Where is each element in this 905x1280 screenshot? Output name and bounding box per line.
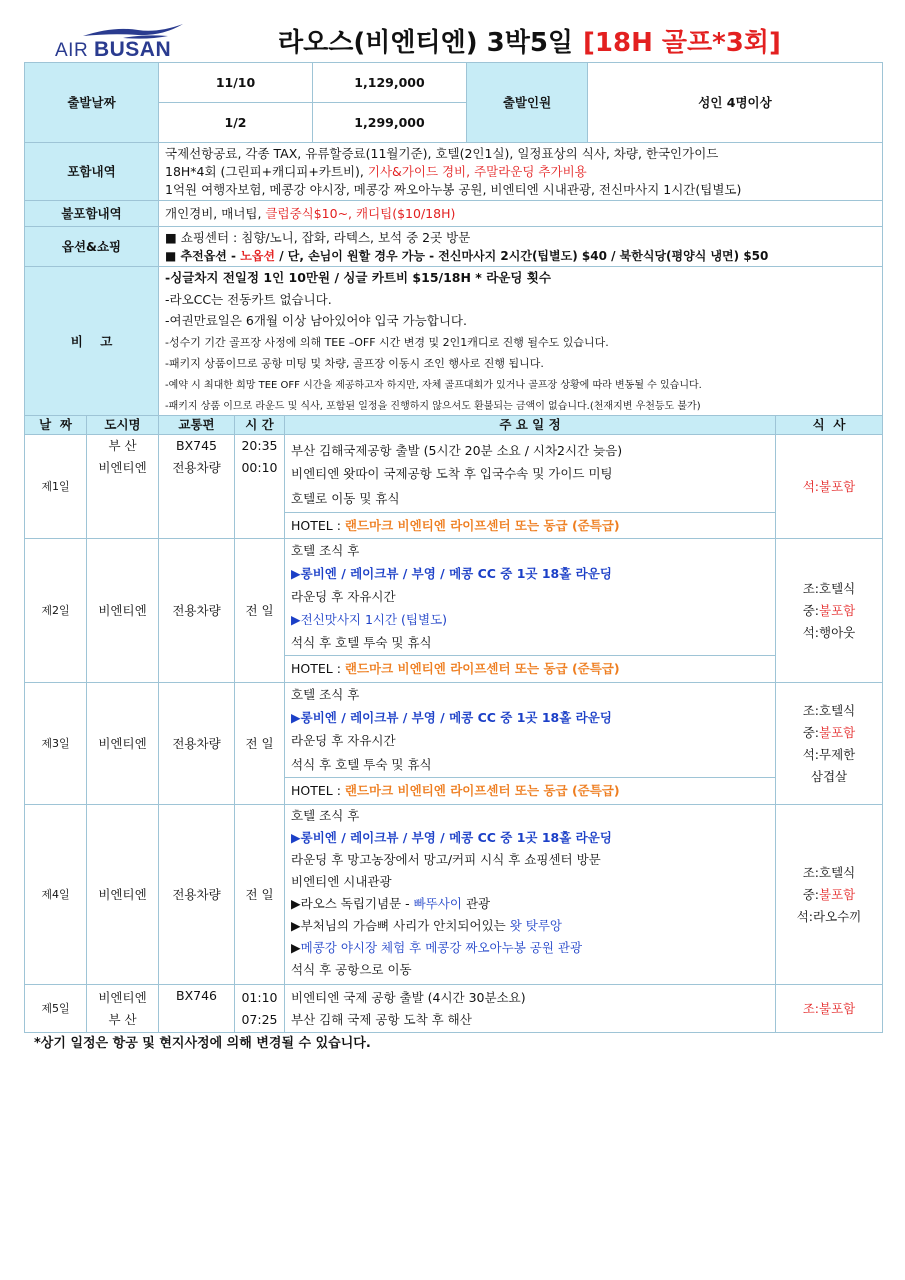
options-line: ■ 추전옵션 - 노옵션 / 단, 손님이 원할 경우 가능 - 전신마사지 2시간(팁별도) $40 / 북한식당(평양식 냉면) $50: [165, 248, 769, 263]
city-cell: 비엔티엔: [87, 539, 159, 683]
schedule-line: 석식 후 공항으로 이동: [291, 962, 412, 977]
schedule-line: 라운딩 후 망고농장에서 망고/커피 시식 후 쇼핑센터 방문: [291, 852, 601, 867]
schedule-line: 석식 후 호텔 투숙 및 휴식: [291, 635, 432, 650]
schedule-line: 호텔 조식 후: [291, 687, 360, 702]
date-cell: 11/10: [159, 63, 313, 103]
schedule-cell: [285, 985, 776, 1033]
time-cell: 전 일: [235, 539, 285, 683]
page-title: 라오스(비엔티엔) 3박5일 [18H 골프*3회]: [278, 28, 781, 58]
meal-cell: 조:호텔식 중:불포함 석:행아웃: [776, 539, 883, 683]
city-cell: 비엔티엔: [87, 683, 159, 805]
col-header-city: 도시명: [87, 416, 159, 435]
hotel-line: HOTEL : 랜드마크 비엔티엔 라이프센터 또는 동급 (준특급): [285, 777, 775, 803]
day-label: 제2일: [25, 539, 87, 683]
people-label: 출발인원: [467, 63, 588, 143]
remark-line: -라오CC는 전동카트 없습니다.: [165, 291, 332, 307]
meal-cell: 조:호텔식 중:불포함 석:라오수끼: [776, 805, 883, 985]
schedule-line: 부산 김해국제공항 출발 (5시간 20분 소요 / 시차2시간 늦음): [291, 443, 623, 458]
schedule-table: [24, 415, 883, 1033]
remark-line: -성수기 기간 골프장 사정에 의해 TEE –OFF 시간 변경 및 2인1캐디로 진행 될수도 있습니다.: [165, 335, 609, 349]
golf-line: ▶롱비엔 / 레이크뷰 / 부영 / 메콩 CC 중 1곳 18홀 라운딩: [291, 830, 612, 845]
remark-line: -싱글차지 전일정 1인 10만원 / 싱글 카트비 $15/18H * 라운딩 횟수: [165, 270, 551, 285]
col-header-meal: 식 사: [776, 416, 883, 435]
time-cell: 20:35 00:10: [235, 435, 285, 539]
day-label: 제3일: [25, 683, 87, 805]
city-cell: 비엔티엔 부 산: [87, 985, 159, 1033]
excluded-label: 불포함내역: [25, 201, 159, 227]
included-line: 국제선항공료, 각종 TAX, 유류할증료(11월기준), 호텔(2인1실), 일정표상의 식사, 차량, 한국인가이드: [165, 145, 719, 161]
options-line: ■ 쇼핑센터 : 침향/노니, 잡화, 라텍스, 보석 중 2곳 방문: [165, 229, 471, 245]
time-cell: 전 일: [235, 683, 285, 805]
col-header-transport: 교통편: [159, 416, 235, 435]
remarks-label: 비 고: [25, 267, 159, 419]
schedule-line: 석식 후 호텔 투숙 및 휴식: [291, 757, 432, 772]
day-row: [25, 539, 883, 683]
air-busan-logo: [55, 24, 185, 60]
price-cell: 1,299,000: [313, 103, 467, 143]
remark-line: -패키지 상품이므로 공항 미팅 및 차량, 골프장 이동시 조인 행사로 진행 됩니다.: [165, 357, 544, 370]
transport-cell: BX746: [159, 985, 235, 1033]
included-line: 18H*4회 (그린피+캐디피+카트비), 기사&가이드 경비, 주말라운딩 추가비용: [165, 163, 587, 179]
schedule-line: ▶라오스 독립기념문 - 빠뚜사이 관광: [291, 896, 491, 911]
schedule-cell: [285, 683, 776, 805]
transport-cell: BX745 전용차량: [159, 435, 235, 539]
remark-line: -예약 시 최대한 희망 TEE OFF 시간을 제공하고자 하지만, 자체 골프대회가 있거나 골프장 상황에 따라 변동될 수 있습니다.: [165, 379, 702, 391]
included-content: [159, 143, 883, 201]
transport-cell: 전용차량: [159, 683, 235, 805]
schedule-cell: [285, 539, 776, 683]
options-label: 옵션&쇼핑: [25, 227, 159, 267]
date-cell: 1/2: [159, 103, 313, 143]
day-row: [25, 805, 883, 985]
price-cell: 1,129,000: [313, 63, 467, 103]
schedule-cell: [285, 805, 776, 985]
meal-cell: 조:불포함: [776, 985, 883, 1033]
logo-text: AIR BUSAN: [55, 38, 172, 61]
col-header-schedule: 주 요 일 정: [285, 416, 776, 435]
time-cell: 전 일: [235, 805, 285, 985]
options-content: [159, 227, 883, 267]
transport-cell: 전용차량: [159, 805, 235, 985]
schedule-line: 비엔티엔 시내관광: [291, 874, 392, 889]
people-value: 성인 4명이상: [588, 63, 883, 143]
departure-label: 출발날짜: [25, 63, 159, 143]
schedule-line: 호텔 조식 후: [291, 808, 360, 823]
schedule-line: 호텔 조식 후: [291, 543, 360, 558]
excluded-content: 개인경비, 매너팁, 클럽중식$10~, 캐디팁($10/18H): [159, 201, 883, 227]
page-header: [0, 0, 905, 62]
time-cell: 01:10 07:25: [235, 985, 285, 1033]
day-label: 제5일: [25, 985, 87, 1033]
transport-cell: 전용차량: [159, 539, 235, 683]
included-label: 포함내역: [25, 143, 159, 201]
schedule-line: 비엔티엔 국제 공항 출발 (4시간 30분소요): [291, 989, 526, 1005]
meal-cell: 석:불포함: [776, 435, 883, 539]
city-cell: 부 산 비엔티엔: [87, 435, 159, 539]
meal-cell: 조:호텔식 중:불포함 석:무제한 삼겹살: [776, 683, 883, 805]
massage-line: ▶전신맛사지 1시간 (팁별도): [291, 612, 448, 627]
day-row: [25, 435, 883, 539]
schedule-line: 라운딩 후 자유시간: [291, 589, 396, 604]
day-row: [25, 985, 883, 1033]
schedule-line: 라운딩 후 자유시간: [291, 733, 396, 748]
info-table: [24, 62, 883, 419]
remark-line: -패키지 상품 이므로 라운드 및 식사, 포함된 일정을 진행하지 않으셔도 환불되는 금액이 없습니다.(천재지변 우천등도 불가): [165, 401, 701, 412]
golf-line: ▶롱비엔 / 레이크뷰 / 부영 / 메콩 CC 중 1곳 18홀 라운딩: [291, 710, 612, 725]
schedule-line: ▶부처님의 가슴뼈 사리가 안치되어있는 왓 탓루앙: [291, 918, 562, 933]
day-row: [25, 683, 883, 805]
day-label: 제1일: [25, 435, 87, 539]
schedule-line: 비엔티엔 왓따이 국제공항 도착 후 입국수속 및 가이드 미팅: [291, 466, 613, 481]
included-line: 1억원 여행자보험, 메콩강 야시장, 메콩강 짜오아누봉 공원, 비엔티엔 시내관광, 전신마사지 1시간(팁별도): [165, 181, 742, 197]
remark-line: -여권만료일은 6개월 이상 남아있어야 입국 가능합니다.: [165, 313, 467, 328]
schedule-line: 호텔로 이동 및 휴식: [291, 491, 400, 506]
schedule-line: 부산 김해 국제 공항 도착 후 해산: [291, 1011, 472, 1027]
golf-line: ▶롱비엔 / 레이크뷰 / 부영 / 메콩 CC 중 1곳 18홀 라운딩: [291, 566, 612, 581]
city-cell: 비엔티엔: [87, 805, 159, 985]
footer-note: *상기 일정은 항공 및 현지사정에 의해 변경될 수 있습니다.: [34, 1036, 371, 1051]
remarks-content: [159, 267, 883, 419]
schedule-line: ▶메콩강 야시장 체험 후 메콩강 짜오아누봉 공원 관광: [291, 940, 583, 955]
schedule-cell: [285, 435, 776, 539]
col-header-day: 날 짜: [25, 416, 87, 435]
day-label: 제4일: [25, 805, 87, 985]
hotel-line: HOTEL : 랜드마크 비엔티엔 라이프센터 또는 동급 (준특급): [285, 655, 775, 680]
hotel-line: HOTEL : 랜드마크 비엔티엔 라이프센터 또는 동급 (준특급): [285, 512, 775, 538]
col-header-time: 시 간: [235, 416, 285, 435]
